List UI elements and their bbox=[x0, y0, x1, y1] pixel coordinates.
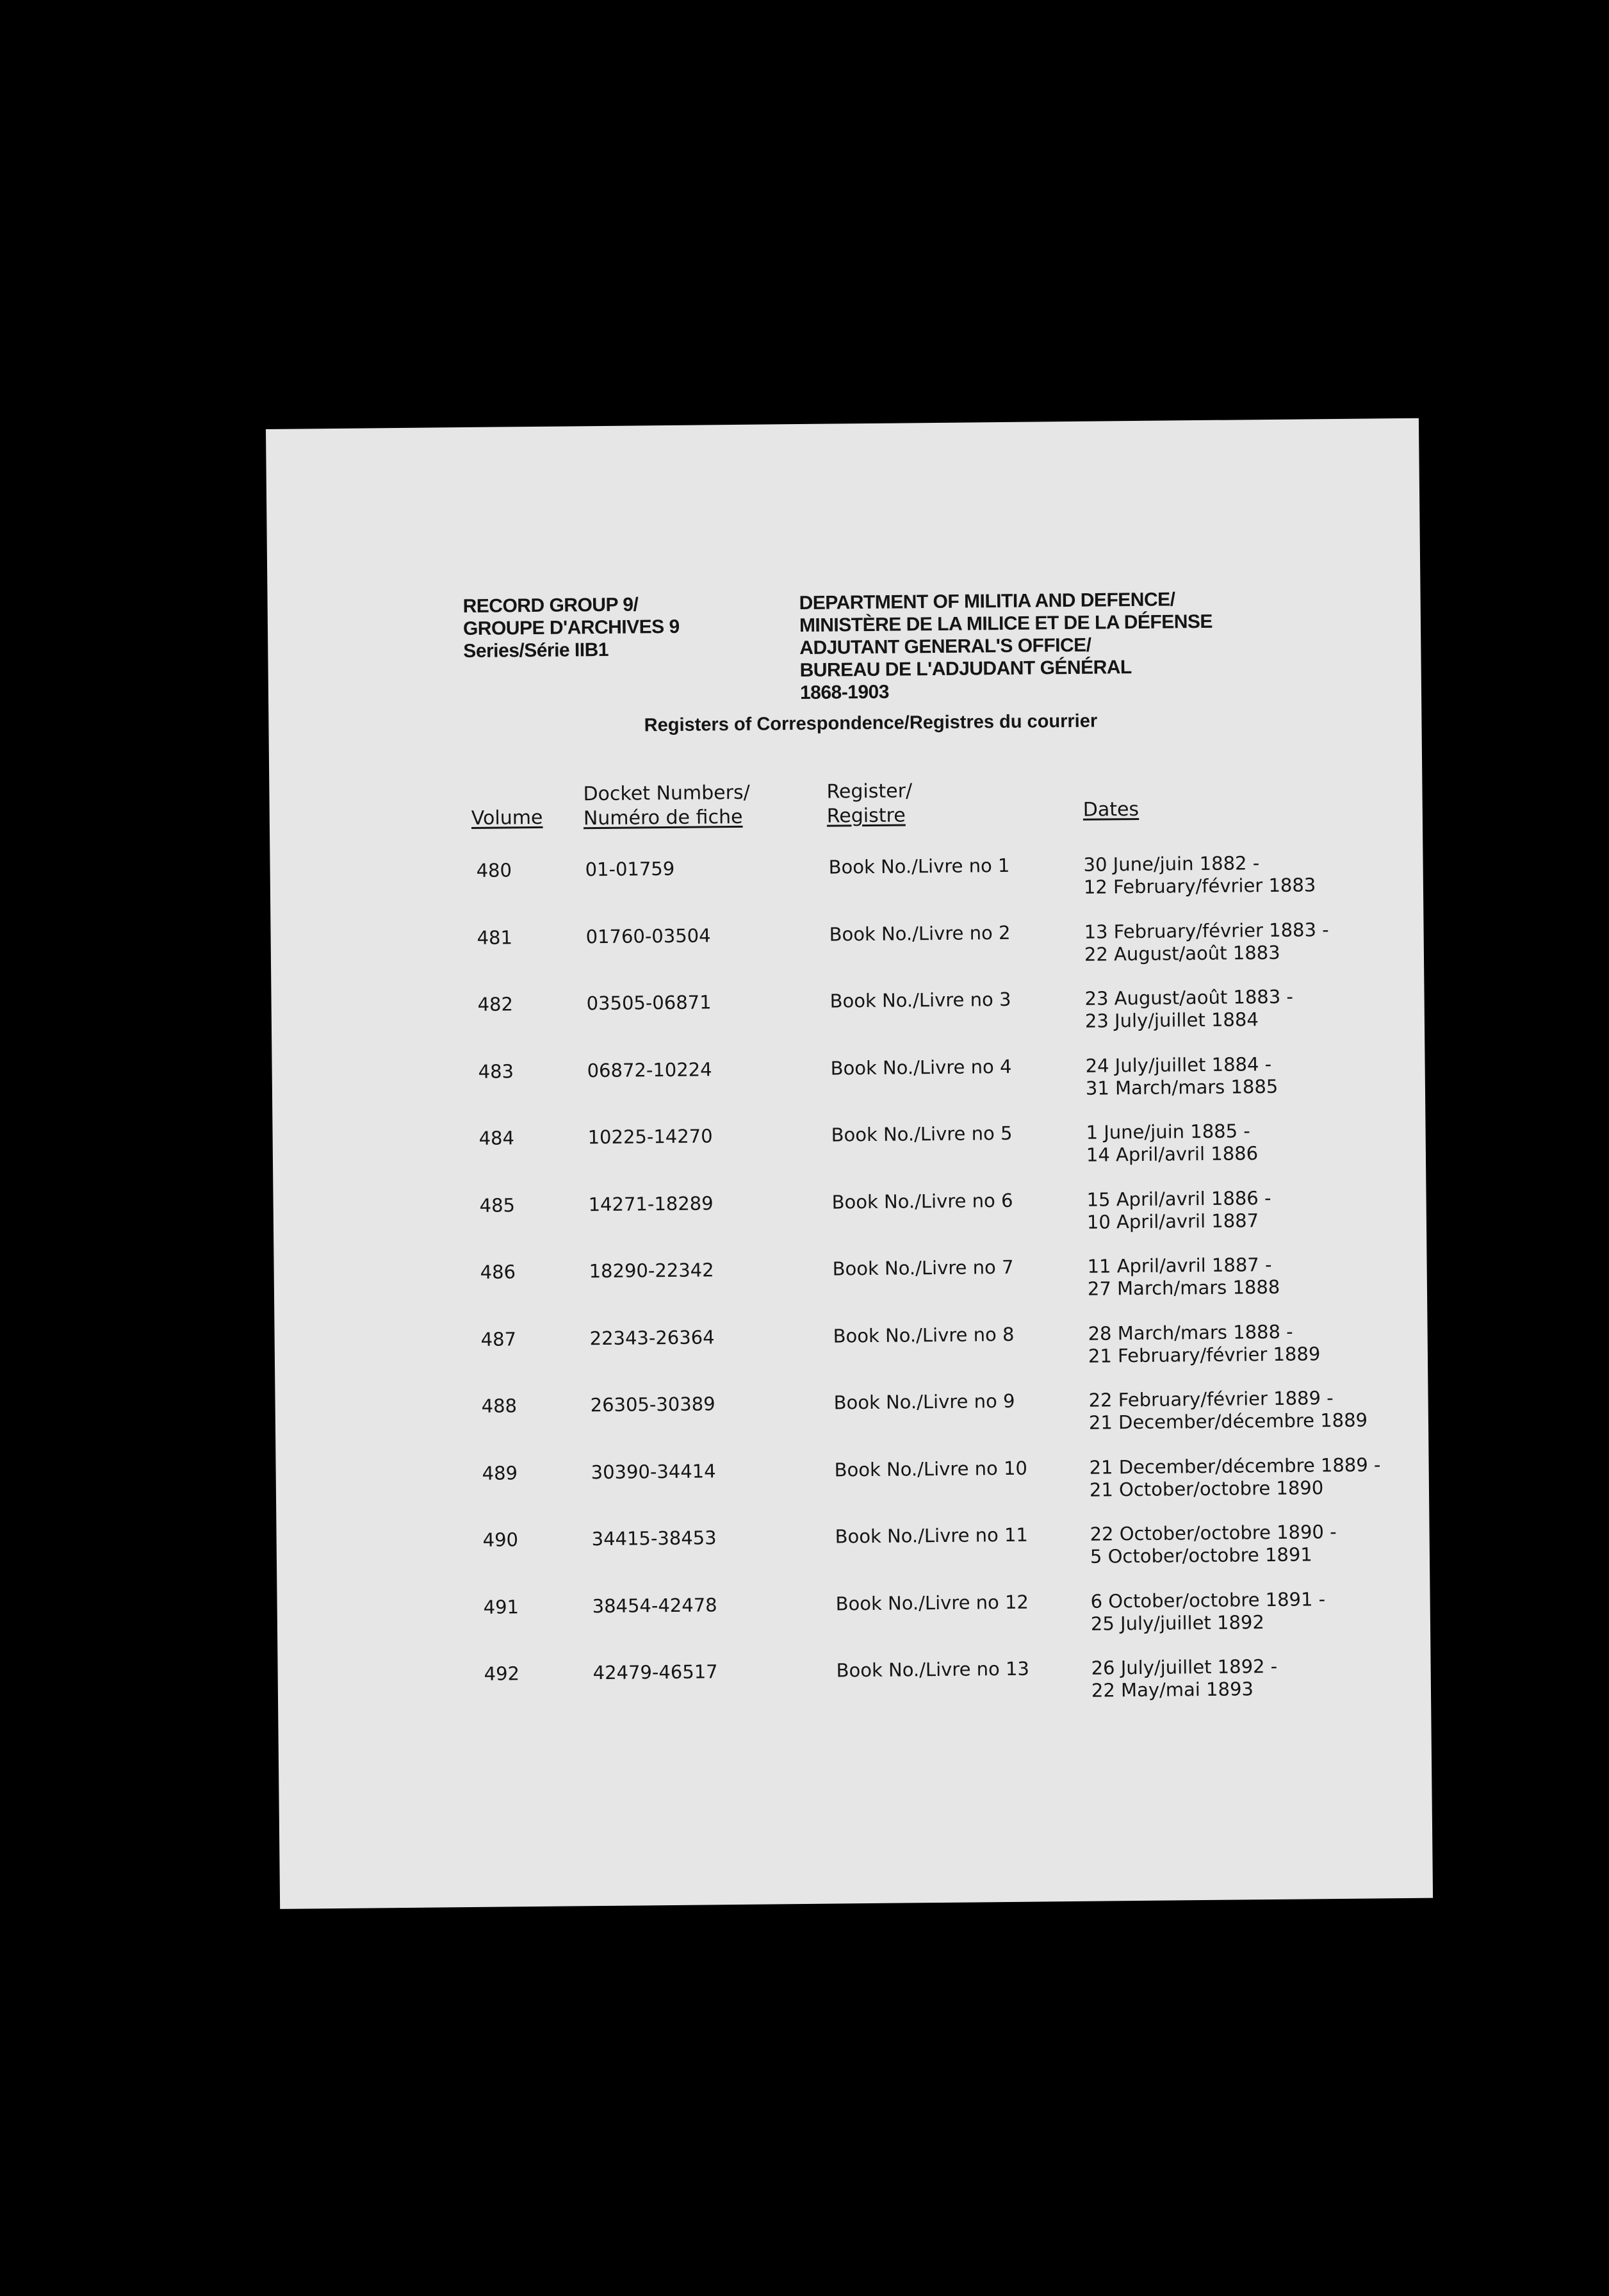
header-right-line: BUREAU DE L'ADJUDANT GÉNÉRAL bbox=[799, 657, 1132, 682]
table-row bbox=[272, 1051, 1425, 1120]
table-row bbox=[277, 1520, 1430, 1589]
date-end: 12 February/février 1883 bbox=[1083, 874, 1316, 898]
register-cell: Book No./Livre no 8 bbox=[833, 1323, 1015, 1347]
register-cell: Book No./Livre no 4 bbox=[830, 1055, 1012, 1079]
table-row bbox=[277, 1587, 1431, 1655]
dates-cell bbox=[1088, 1387, 1368, 1434]
column-header-docket bbox=[583, 781, 750, 831]
date-start: 28 March/mars 1888 - bbox=[1088, 1320, 1293, 1345]
docket-cell: 06872-10224 bbox=[587, 1058, 712, 1081]
dates-cell bbox=[1089, 1454, 1380, 1501]
date-start: 23 August/août 1883 - bbox=[1084, 985, 1294, 1010]
date-start: 22 October/octobre 1890 - bbox=[1090, 1521, 1337, 1545]
register-cell: Book No./Livre no 1 bbox=[828, 854, 1010, 878]
docket-cell: 38454-42478 bbox=[592, 1593, 717, 1617]
volume-cell: 488 bbox=[481, 1395, 518, 1417]
date-end: 31 March/mars 1885 bbox=[1085, 1075, 1278, 1099]
register-cell: Book No./Livre no 11 bbox=[835, 1523, 1029, 1548]
dates-cell bbox=[1091, 1655, 1277, 1702]
dates-cell bbox=[1085, 1053, 1278, 1099]
column-header-dates bbox=[1083, 798, 1139, 823]
date-end: 21 December/décembre 1889 bbox=[1088, 1409, 1368, 1434]
dates-cell bbox=[1090, 1521, 1337, 1568]
column-header-volume bbox=[471, 806, 543, 831]
table-row bbox=[270, 851, 1423, 919]
register-cell: Book No./Livre no 12 bbox=[835, 1591, 1029, 1615]
volume-cell: 490 bbox=[482, 1529, 519, 1551]
docket-header-line2: Numéro de fiche bbox=[583, 805, 743, 830]
table-row bbox=[273, 1185, 1426, 1254]
date-end: 25 July/juillet 1892 bbox=[1090, 1611, 1264, 1635]
date-start: 26 July/juillet 1892 - bbox=[1091, 1655, 1278, 1679]
volume-cell: 492 bbox=[484, 1662, 520, 1685]
document-subtitle: Registers of Correspondence/Registres du courrier bbox=[644, 710, 1098, 736]
volume-cell: 484 bbox=[478, 1127, 515, 1149]
docket-cell: 42479-46517 bbox=[592, 1660, 718, 1684]
table-row bbox=[270, 917, 1424, 986]
volume-cell: 481 bbox=[477, 926, 513, 949]
table-row bbox=[278, 1654, 1432, 1723]
register-cell: Book No./Livre no 3 bbox=[829, 988, 1011, 1012]
register-cell: Book No./Livre no 13 bbox=[836, 1657, 1030, 1682]
dates-cell bbox=[1090, 1588, 1325, 1636]
date-start: 24 July/juillet 1884 - bbox=[1085, 1053, 1272, 1077]
header-left-line: RECORD GROUP 9/ bbox=[462, 594, 639, 618]
docket-cell: 10225-14270 bbox=[587, 1125, 713, 1149]
dates-cell bbox=[1086, 1120, 1258, 1167]
date-end: 5 October/octobre 1891 bbox=[1090, 1543, 1312, 1568]
volume-cell: 482 bbox=[477, 993, 514, 1015]
volume-cell: 480 bbox=[476, 859, 512, 882]
department-header bbox=[799, 588, 1213, 704]
header-left-line: Series/Série IIB1 bbox=[463, 639, 609, 662]
register-cell: Book No./Livre no 2 bbox=[829, 921, 1011, 946]
date-end: 14 April/avril 1886 bbox=[1086, 1142, 1259, 1166]
header-right-line: 1868-1903 bbox=[799, 681, 890, 704]
date-start: 13 February/février 1883 - bbox=[1084, 918, 1329, 943]
docket-cell: 03505-06871 bbox=[586, 991, 712, 1015]
column-header-register bbox=[826, 779, 912, 828]
dates-cell bbox=[1087, 1254, 1280, 1300]
date-end: 27 March/mars 1888 bbox=[1087, 1275, 1280, 1300]
docket-cell: 01-01759 bbox=[585, 857, 675, 881]
header-right-line: DEPARTMENT OF MILITIA AND DEFENCE/ bbox=[799, 589, 1175, 614]
docket-header-line1: Docket Numbers/ bbox=[583, 781, 750, 806]
date-end: 22 May/mai 1893 bbox=[1091, 1678, 1254, 1702]
header-left-line: GROUPE D'ARCHIVES 9 bbox=[462, 616, 680, 640]
date-end: 10 April/avril 1887 bbox=[1086, 1209, 1259, 1233]
register-header-line2: Registre bbox=[826, 804, 906, 828]
docket-cell: 14271-18289 bbox=[588, 1192, 714, 1215]
volume-cell: 487 bbox=[480, 1327, 517, 1350]
table-row bbox=[275, 1386, 1429, 1455]
date-start: 15 April/avril 1886 - bbox=[1086, 1186, 1271, 1211]
dates-cell bbox=[1086, 1186, 1271, 1233]
dates-cell bbox=[1088, 1320, 1320, 1367]
docket-cell: 34415-38453 bbox=[591, 1527, 717, 1550]
volume-cell: 483 bbox=[478, 1060, 514, 1083]
volume-cell: 486 bbox=[480, 1261, 516, 1283]
date-start: 30 June/juin 1882 - bbox=[1083, 852, 1260, 876]
date-start: 6 October/octobre 1891 - bbox=[1090, 1587, 1326, 1612]
header-right-line: MINISTÈRE DE LA MILICE ET DE LA DÉFENSE bbox=[799, 611, 1213, 637]
docket-cell: 26305-30389 bbox=[590, 1393, 715, 1416]
dates-cell bbox=[1084, 986, 1293, 1033]
date-end: 21 October/octobre 1890 bbox=[1089, 1476, 1324, 1501]
table-row bbox=[272, 1119, 1426, 1187]
volume-header-label: Volume bbox=[471, 806, 543, 830]
header-right-line: ADJUTANT GENERAL'S OFFICE/ bbox=[799, 634, 1091, 659]
volume-cell: 491 bbox=[483, 1595, 519, 1618]
record-group-header bbox=[463, 593, 680, 662]
docket-cell: 22343-26364 bbox=[589, 1325, 715, 1349]
register-cell: Book No./Livre no 7 bbox=[832, 1256, 1014, 1280]
date-start: 1 June/juin 1885 - bbox=[1086, 1120, 1250, 1144]
date-start: 21 December/décembre 1889 - bbox=[1089, 1453, 1381, 1479]
register-header-line1: Register/ bbox=[826, 780, 913, 803]
table-row bbox=[275, 1319, 1428, 1388]
dates-cell bbox=[1084, 919, 1329, 966]
date-end: 21 February/février 1889 bbox=[1088, 1342, 1321, 1367]
volume-cell: 489 bbox=[482, 1461, 518, 1484]
volume-cell: 485 bbox=[479, 1193, 516, 1217]
register-cell: Book No./Livre no 6 bbox=[831, 1189, 1013, 1213]
date-end: 22 August/août 1883 bbox=[1084, 941, 1280, 965]
table-row bbox=[274, 1252, 1427, 1321]
register-cell: Book No./Livre no 10 bbox=[834, 1457, 1028, 1481]
register-cell: Book No./Livre no 5 bbox=[831, 1122, 1013, 1146]
date-start: 11 April/avril 1887 - bbox=[1087, 1253, 1272, 1277]
dates-cell bbox=[1083, 851, 1316, 898]
document-page bbox=[266, 418, 1433, 1909]
date-end: 23 July/juillet 1884 bbox=[1084, 1008, 1259, 1032]
table-row bbox=[271, 985, 1425, 1053]
dates-header-label: Dates bbox=[1082, 798, 1139, 821]
docket-cell: 30390-34414 bbox=[591, 1459, 716, 1483]
date-start: 22 February/février 1889 - bbox=[1088, 1387, 1334, 1411]
docket-cell: 01760-03504 bbox=[585, 924, 711, 947]
table-row bbox=[276, 1453, 1430, 1521]
register-cell: Book No./Livre no 9 bbox=[833, 1390, 1015, 1414]
docket-cell: 18290-22342 bbox=[589, 1259, 714, 1283]
